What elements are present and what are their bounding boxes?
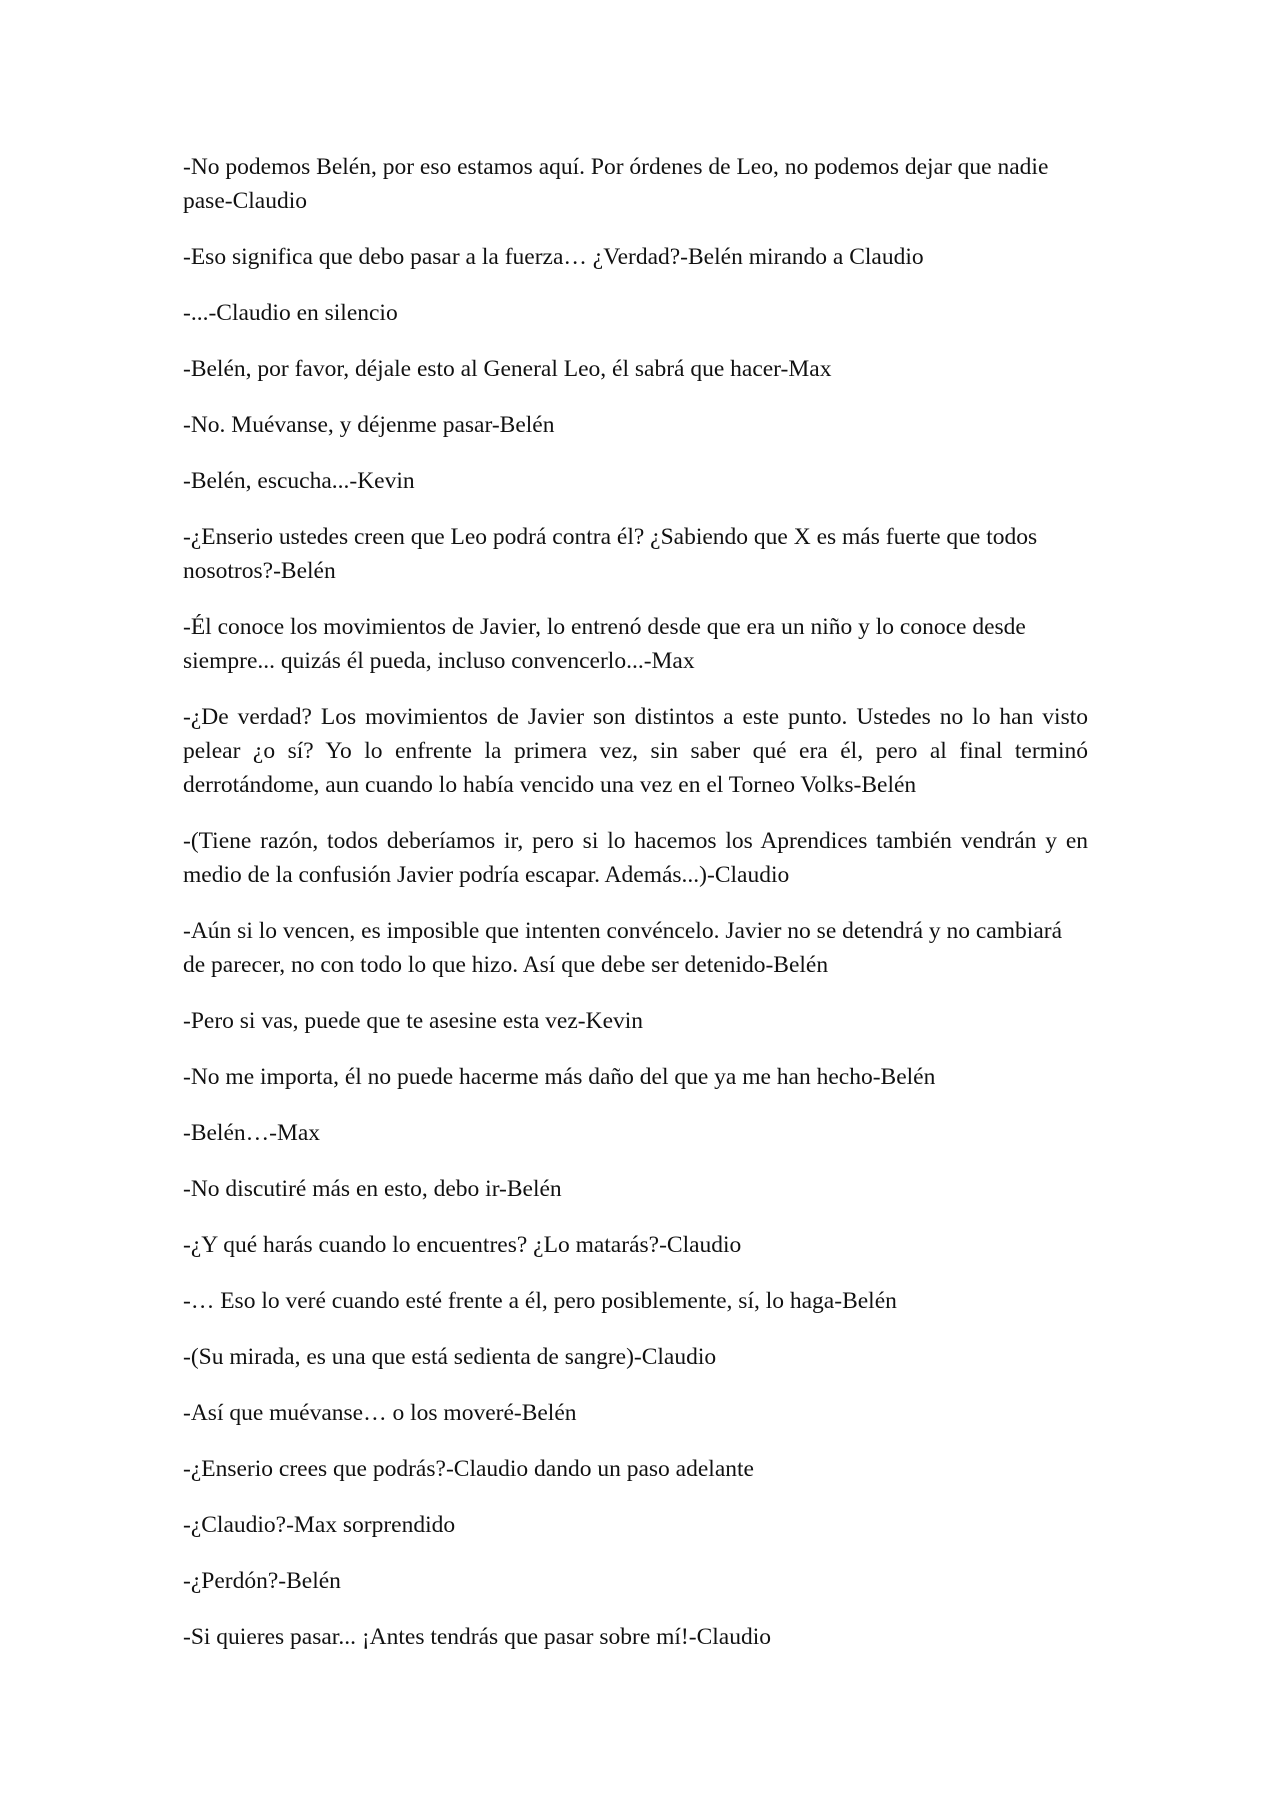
- paragraph-22: -¿Perdón?-Belén: [183, 1568, 341, 1594]
- paragraph-13: -No me importa, él no puede hacerme más daño del que ya me han hecho-Belén: [183, 1064, 936, 1090]
- paragraph-11: -Aún si lo vencen, es imposible que intenten convéncelo. Javier no se detendrá y no cambiará de parecer, no con todo lo que hizo. Así que debe ser detenido-Belén: [183, 918, 1063, 978]
- paragraph-10: -(Tiene razón, todos deberíamos ir, pero si lo hacemos los Aprendices también vendrán y en medio de la confusión Javier podría escapar. Además...)-Claudio: [183, 828, 1088, 888]
- paragraph-9: -¿De verdad? Los movimientos de Javier son distintos a este punto. Ustedes no lo han visto pelear ¿o sí? Yo lo enfrente la primera vez, sin saber qué era él, pero al final terminó derrotándome, aun cuando lo había vencido una vez en el Torneo Volks-Belén: [183, 704, 1088, 798]
- paragraph-5: -No. Muévanse, y déjenme pasar-Belén: [183, 412, 555, 438]
- paragraph-1: -No podemos Belén, por eso estamos aquí. Por órdenes de Leo, no podemos dejar que nadie pase-Claudio: [183, 154, 1049, 214]
- paragraph-3: -...-Claudio en silencio: [183, 300, 398, 326]
- paragraph-16: -¿Y qué harás cuando lo encuentres? ¿Lo matarás?-Claudio: [183, 1232, 742, 1258]
- paragraph-21: -¿Claudio?-Max sorprendido: [183, 1512, 456, 1538]
- paragraph-20: -¿Enserio crees que podrás?-Claudio dando un paso adelante: [183, 1456, 754, 1482]
- paragraph-4: -Belén, por favor, déjale esto al General Leo, él sabrá que hacer-Max: [183, 356, 832, 382]
- paragraph-15: -No discutiré más en esto, debo ir-Belén: [183, 1176, 562, 1202]
- paragraph-14: -Belén…-Max: [183, 1120, 321, 1146]
- dialogue-text: [183, 150, 1088, 1676]
- paragraph-12: -Pero si vas, puede que te asesine esta vez-Kevin: [183, 1008, 644, 1034]
- paragraph-6: -Belén, escucha...-Kevin: [183, 468, 415, 494]
- paragraph-2: -Eso significa que debo pasar a la fuerza… ¿Verdad?-Belén mirando a Claudio: [183, 244, 924, 270]
- paragraph-7: -¿Enserio ustedes creen que Leo podrá contra él? ¿Sabiendo que X es más fuerte que todos nosotros?-Belén: [183, 524, 1038, 584]
- paragraph-17: -… Eso lo veré cuando esté frente a él, pero posiblemente, sí, lo haga-Belén: [183, 1288, 897, 1314]
- paragraph-23: -Si quieres pasar... ¡Antes tendrás que pasar sobre mí!-Claudio: [183, 1624, 771, 1650]
- paragraph-19: -Así que muévanse… o los moveré-Belén: [183, 1400, 577, 1426]
- paragraph-18: -(Su mirada, es una que está sedienta de sangre)-Claudio: [183, 1344, 717, 1370]
- paragraph-8: -Él conoce los movimientos de Javier, lo entrenó desde que era un niño y lo conoce desde siempre... quizás él pueda, incluso convencerlo...-Max: [183, 614, 1026, 674]
